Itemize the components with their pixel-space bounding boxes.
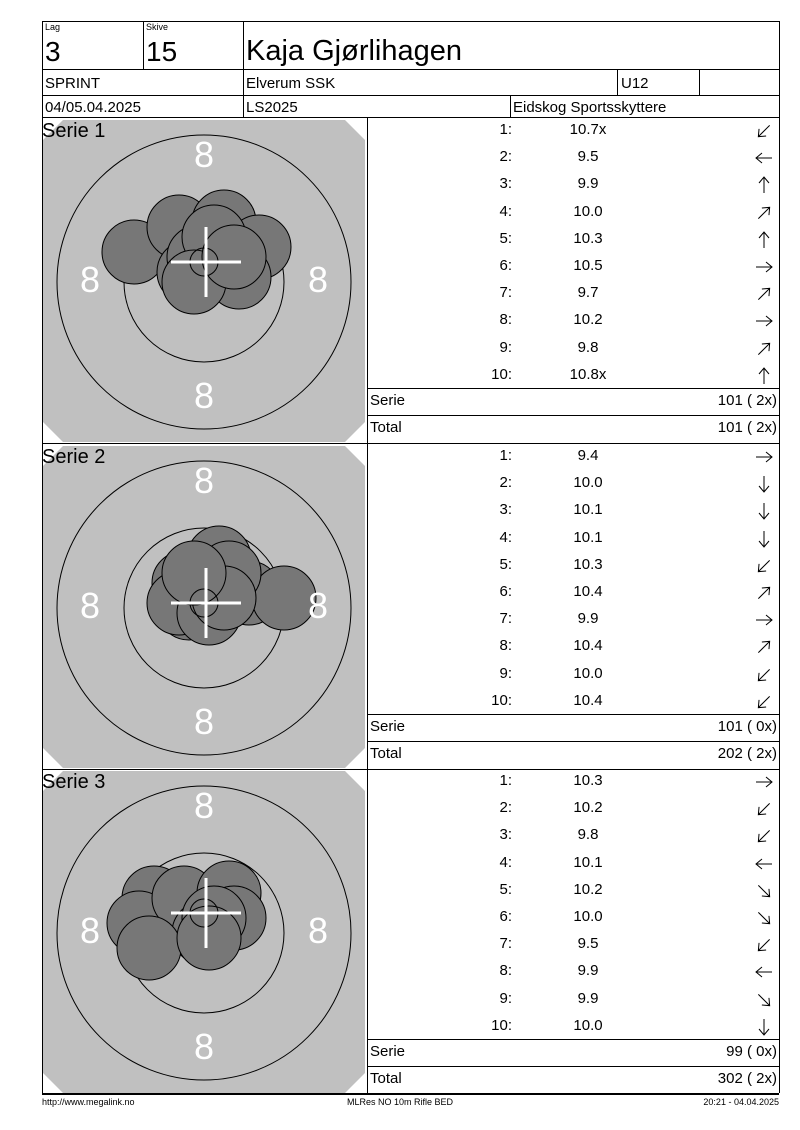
shot-number: 5: — [499, 229, 512, 247]
shot-direction-arrow-icon — [754, 204, 774, 222]
shot-number: 2: — [499, 799, 512, 817]
shot-number: 10: — [491, 691, 512, 709]
total-sum-label: Total — [370, 1070, 402, 1087]
organizer-name: Eidskog Sportsskyttere — [513, 99, 667, 116]
shot-value: 10.3 — [573, 555, 603, 573]
ring-number-label: 8 — [193, 785, 215, 826]
shot-number: 2: — [499, 474, 512, 492]
shot-value: 9.9 — [577, 610, 599, 628]
ring-number-label: 8 — [307, 259, 329, 300]
shot-number: 1: — [499, 121, 512, 138]
target-image — [43, 446, 367, 768]
shot-number: 8: — [499, 962, 512, 980]
serie-sum-label: Serie — [370, 718, 406, 735]
shot-number: 4: — [499, 528, 512, 546]
shot-number: 8: — [499, 637, 512, 655]
shot-value: 10.1 — [573, 501, 603, 519]
shot-number: 4: — [499, 853, 512, 871]
shot-direction-arrow-icon — [754, 367, 774, 385]
shot-direction-arrow-icon — [754, 666, 774, 684]
ring-number-label: 8 — [307, 585, 329, 626]
shot-value: 9.9 — [577, 962, 599, 980]
shot-direction-arrow-icon — [754, 991, 774, 1009]
total-sum-value: 202 ( 2x) — [717, 745, 777, 762]
shot-value: 10.4 — [573, 691, 603, 709]
shot-direction-arrow-icon — [754, 855, 774, 873]
shot-number: 7: — [499, 935, 512, 953]
shot-number: 1: — [499, 447, 512, 464]
shot-direction-arrow-icon — [754, 693, 774, 711]
lag-value: 3 — [45, 36, 61, 67]
target-image — [43, 771, 367, 1093]
shot-hole — [162, 541, 226, 605]
class-name: SPRINT — [45, 75, 101, 92]
shot-value: 10.2 — [573, 799, 603, 817]
shot-direction-arrow-icon — [754, 122, 774, 140]
competition-date: 04/05.04.2025 — [45, 99, 141, 116]
shot-number: 9: — [499, 338, 512, 356]
serie-title: Serie 2 — [42, 446, 106, 468]
shot-number: 8: — [499, 311, 512, 329]
serie-sum-label: Serie — [370, 1043, 406, 1060]
serie-block — [42, 118, 779, 443]
shot-value: 10.1 — [573, 528, 603, 546]
shot-direction-arrow-icon — [754, 340, 774, 358]
shot-value: 10.3 — [573, 229, 603, 247]
shot-direction-arrow-icon — [754, 530, 774, 548]
shot-number: 3: — [499, 826, 512, 844]
shot-direction-arrow-icon — [754, 475, 774, 493]
total-sum-value: 101 ( 2x) — [717, 419, 777, 436]
shot-direction-arrow-icon — [754, 312, 774, 330]
skive-value: 15 — [146, 36, 178, 67]
footer-timestamp: 20:21 - 04.04.2025 — [703, 1097, 779, 1107]
serie-title: Serie 3 — [42, 771, 106, 793]
shot-number: 10: — [491, 1016, 512, 1034]
shot-number: 1: — [499, 772, 512, 789]
ring-number-label: 8 — [193, 375, 215, 416]
shot-direction-arrow-icon — [754, 773, 774, 791]
skive-label: Skive — [146, 22, 169, 32]
shot-direction-arrow-icon — [754, 502, 774, 520]
ring-number-label: 8 — [79, 259, 101, 300]
shot-hole — [117, 916, 181, 980]
shot-number: 6: — [499, 257, 512, 274]
serie-sum-value: 99 ( 0x) — [726, 1043, 777, 1060]
shot-value: 9.5 — [577, 935, 599, 953]
total-sum-label: Total — [370, 745, 402, 762]
shot-value: 10.8x — [569, 365, 607, 383]
shot-number: 9: — [499, 664, 512, 682]
shot-value: 10.2 — [573, 880, 603, 898]
shot-number: 5: — [499, 555, 512, 573]
shot-direction-arrow-icon — [754, 176, 774, 194]
ring-number-label: 8 — [79, 585, 101, 626]
shot-direction-arrow-icon — [754, 638, 774, 656]
ring-number-label: 8 — [193, 134, 215, 175]
serie-block — [42, 444, 779, 769]
shot-direction-arrow-icon — [754, 231, 774, 249]
shot-number: 9: — [499, 989, 512, 1007]
shot-value: 10.0 — [573, 664, 603, 682]
shot-value: 9.7 — [577, 284, 599, 302]
ring-number-label: 8 — [193, 1026, 215, 1067]
shot-direction-arrow-icon — [754, 448, 774, 466]
shot-direction-arrow-icon — [754, 936, 774, 954]
shot-direction-arrow-icon — [754, 963, 774, 981]
shot-value: 10.0 — [573, 474, 603, 492]
shot-direction-arrow-icon — [754, 285, 774, 303]
shot-value: 10.4 — [573, 637, 603, 655]
shot-direction-arrow-icon — [754, 557, 774, 575]
ring-number-label: 8 — [307, 910, 329, 951]
shot-number: 7: — [499, 284, 512, 302]
ring-number-label: 8 — [79, 910, 101, 951]
shot-number: 5: — [499, 880, 512, 898]
total-sum-label: Total — [370, 419, 402, 436]
shot-value: 10.5 — [573, 257, 603, 274]
shot-direction-arrow-icon — [754, 827, 774, 845]
shot-number: 4: — [499, 202, 512, 220]
shot-direction-arrow-icon — [754, 909, 774, 927]
shot-number: 6: — [499, 908, 512, 925]
serie-sum-value: 101 ( 0x) — [717, 718, 777, 735]
ring-number-label: 8 — [193, 701, 215, 742]
target-image — [43, 120, 367, 442]
serie-sum-value: 101 ( 2x) — [717, 392, 777, 409]
serie-title: Serie 1 — [42, 120, 106, 142]
shot-direction-arrow-icon — [754, 584, 774, 602]
shot-number: 6: — [499, 583, 512, 600]
age-class: U12 — [621, 75, 649, 92]
shot-hole — [252, 566, 316, 630]
footer-software: MLRes NO 10m Rifle BED — [346, 1097, 454, 1107]
shot-value: 10.2 — [573, 311, 603, 329]
shot-value: 10.0 — [573, 1016, 603, 1034]
ring-number-label: 8 — [193, 460, 215, 501]
shooter-name: Kaja Gjørlihagen — [246, 35, 462, 67]
shot-number: 2: — [499, 148, 512, 166]
shot-value: 9.8 — [577, 826, 599, 844]
total-sum-value: 302 ( 2x) — [717, 1070, 777, 1087]
shot-hole — [202, 225, 266, 289]
shot-value: 9.9 — [577, 989, 599, 1007]
lag-label: Lag — [45, 22, 61, 32]
shot-direction-arrow-icon — [754, 1018, 774, 1036]
shot-value: 10.4 — [573, 583, 603, 600]
shot-value: 9.5 — [577, 148, 599, 166]
serie-sum-label: Serie — [370, 392, 406, 409]
shot-hole — [177, 906, 241, 970]
shot-value: 10.3 — [573, 772, 603, 789]
shot-value: 10.1 — [573, 853, 603, 871]
shot-direction-arrow-icon — [754, 258, 774, 276]
shot-number: 3: — [499, 501, 512, 519]
shot-number: 10: — [491, 365, 512, 383]
shot-value: 9.4 — [577, 447, 599, 464]
shot-number: 7: — [499, 610, 512, 628]
shot-direction-arrow-icon — [754, 149, 774, 167]
club-name: Elverum SSK — [246, 75, 336, 92]
footer-url: http://www.megalink.no — [42, 1097, 135, 1107]
shot-value: 9.9 — [577, 175, 599, 193]
event-code: LS2025 — [246, 99, 298, 116]
shot-value: 10.7x — [569, 121, 607, 138]
shot-value: 10.0 — [573, 202, 603, 220]
shot-direction-arrow-icon — [754, 800, 774, 818]
shot-number: 3: — [499, 175, 512, 193]
serie-block — [42, 769, 779, 1094]
shot-direction-arrow-icon — [754, 882, 774, 900]
shot-value: 9.8 — [577, 338, 599, 356]
shot-direction-arrow-icon — [754, 611, 774, 629]
shot-value: 10.0 — [573, 908, 603, 925]
